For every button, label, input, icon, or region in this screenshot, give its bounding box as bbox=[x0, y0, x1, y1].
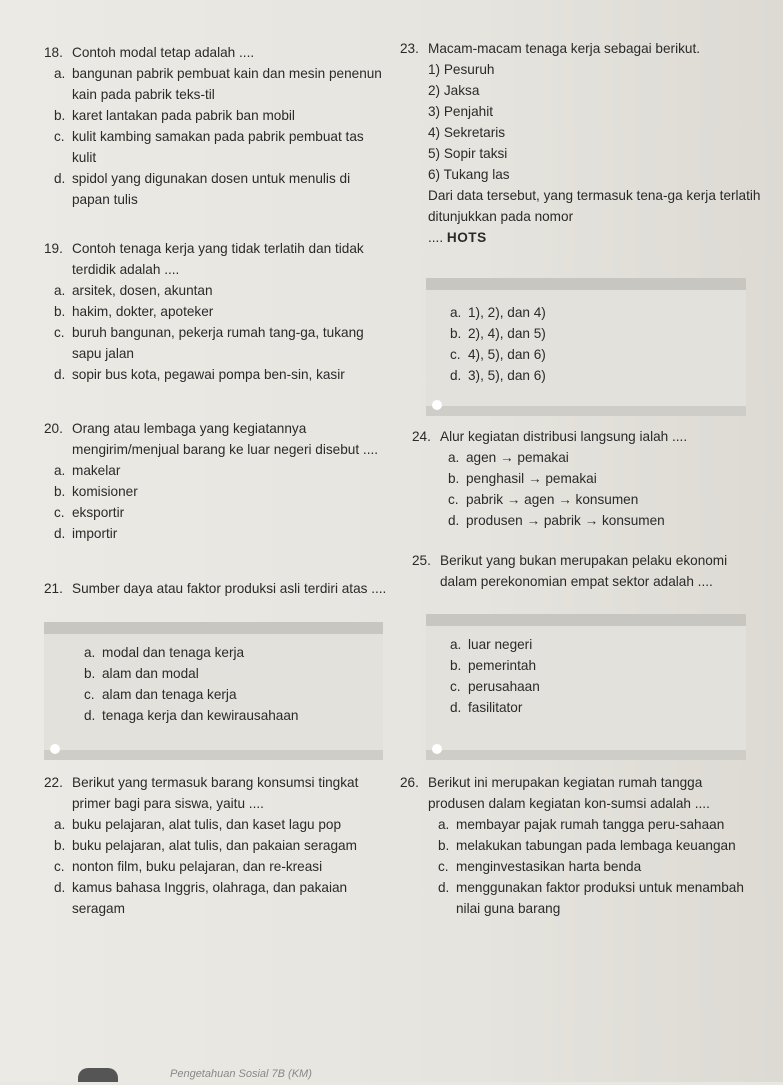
option-text: menggunakan faktor produksi untuk menambah nilai guna barang bbox=[456, 880, 744, 916]
decorative-dot bbox=[50, 744, 60, 754]
option-letter: c. bbox=[54, 859, 65, 874]
option[interactable] bbox=[450, 697, 746, 718]
option[interactable] bbox=[448, 447, 762, 468]
question-number: 20. bbox=[44, 421, 63, 436]
box-footer-bar bbox=[44, 750, 383, 760]
question-number: 22. bbox=[44, 775, 63, 790]
question-text: Contoh modal tetap adalah .... bbox=[72, 45, 255, 60]
option-text: karet lantakan pada pabrik ban mobil bbox=[72, 108, 295, 123]
option-letter: c. bbox=[54, 505, 65, 520]
option-text: 3), 5), dan 6) bbox=[468, 368, 546, 383]
question-24 bbox=[412, 426, 762, 531]
option-text: membayar pajak rumah tangga peru-sahaan bbox=[456, 817, 725, 832]
options-20 bbox=[54, 460, 389, 544]
option-text: penghasil → pemakai bbox=[466, 471, 597, 486]
question-number: 23. bbox=[400, 41, 419, 56]
option[interactable] bbox=[54, 322, 389, 364]
options-box-23 bbox=[426, 278, 746, 416]
option-text: buruh bangunan, pekerja rumah tang-ga, tukang sapu jalan bbox=[72, 325, 364, 361]
option-letter: a. bbox=[450, 305, 462, 320]
option[interactable] bbox=[450, 655, 746, 676]
option-letter: c. bbox=[438, 859, 449, 874]
option-letter: c. bbox=[450, 347, 461, 362]
list-item: 4) Sekretaris bbox=[428, 125, 506, 140]
question-text: Macam-macam tenaga kerja sebagai berikut. bbox=[428, 41, 701, 56]
question-text: Contoh tenaga kerja yang tidak terlatih dan tidak terdidik adalah .... bbox=[72, 241, 364, 277]
labor-list bbox=[428, 59, 762, 185]
option-text: produsen → pabrik → konsumen bbox=[466, 513, 665, 528]
option-letter: b. bbox=[450, 326, 462, 341]
option-letter: d. bbox=[84, 708, 96, 723]
decorative-dot bbox=[432, 400, 442, 410]
option-letter: d. bbox=[54, 526, 66, 541]
option-letter: b. bbox=[450, 658, 462, 673]
option[interactable] bbox=[54, 502, 389, 523]
question-number: 21. bbox=[44, 581, 63, 596]
list-item: 5) Sopir taksi bbox=[428, 146, 508, 161]
page-number-badge bbox=[78, 1068, 118, 1082]
option[interactable] bbox=[84, 663, 383, 684]
options-26 bbox=[438, 814, 762, 919]
option-text: makelar bbox=[72, 463, 121, 478]
question-text-2: Dari data tersebut, yang termasuk tena-ga kerja terlatih ditunjukkan pada nomor bbox=[428, 188, 761, 224]
option-text: buku pelajaran, alat tulis, dan pakaian seragam bbox=[72, 838, 357, 853]
option-text: pabrik → agen → konsumen bbox=[466, 492, 639, 507]
option[interactable] bbox=[448, 489, 762, 510]
option[interactable] bbox=[54, 523, 389, 544]
option[interactable] bbox=[54, 460, 389, 481]
options-21 bbox=[84, 642, 383, 726]
option[interactable] bbox=[54, 301, 389, 322]
option[interactable] bbox=[450, 365, 746, 386]
option[interactable] bbox=[54, 856, 389, 877]
question-number: 25. bbox=[412, 553, 431, 568]
option-text: kulit kambing samakan pada pabrik pembuat tas kulit bbox=[72, 129, 364, 165]
question-number: 26. bbox=[400, 775, 419, 790]
option[interactable] bbox=[54, 168, 389, 210]
list-item: 6) Tukang las bbox=[428, 167, 510, 182]
option[interactable] bbox=[84, 642, 383, 663]
option-text: 2), 4), dan 5) bbox=[468, 326, 546, 341]
option-text: sopir bus kota, pegawai pompa ben-sin, kasir bbox=[72, 367, 345, 382]
option[interactable] bbox=[438, 877, 762, 919]
question-text: Berikut yang bukan merupakan pelaku ekonomi dalam perekonomian empat sektor adalah .... bbox=[440, 553, 728, 589]
options-24 bbox=[448, 447, 762, 531]
box-footer-bar bbox=[426, 750, 746, 760]
option-letter: a. bbox=[438, 817, 450, 832]
options-19 bbox=[54, 280, 389, 385]
option-letter: d. bbox=[450, 700, 462, 715]
ellipsis: .... bbox=[428, 230, 444, 245]
option-letter: d. bbox=[448, 513, 460, 528]
option-text: kamus bahasa Inggris, olahraga, dan pakaian seragam bbox=[72, 880, 348, 916]
hots-label: HOTS bbox=[446, 230, 487, 245]
question-25 bbox=[412, 550, 762, 592]
option-text: fasilitator bbox=[468, 700, 523, 715]
question-text: Berikut yang termasuk barang konsumsi tingkat primer bagi para siswa, yaitu .... bbox=[72, 775, 359, 811]
question-number: 18. bbox=[44, 45, 63, 60]
option[interactable] bbox=[54, 364, 389, 385]
question-18 bbox=[44, 42, 389, 210]
option-letter: b. bbox=[438, 838, 450, 853]
option[interactable] bbox=[450, 323, 746, 344]
question-19 bbox=[44, 238, 389, 385]
option-letter: b. bbox=[54, 838, 66, 853]
options-25 bbox=[450, 634, 746, 718]
option[interactable] bbox=[54, 105, 389, 126]
option-letter: c. bbox=[54, 129, 65, 144]
options-box-25 bbox=[426, 614, 746, 760]
option[interactable] bbox=[54, 877, 389, 919]
list-item: 2) Jaksa bbox=[428, 83, 480, 98]
option-text: alam dan modal bbox=[102, 666, 199, 681]
question-number: 19. bbox=[44, 241, 63, 256]
box-header-bar bbox=[44, 622, 383, 634]
option-text: bangunan pabrik pembuat kain dan mesin penenun kain pada pabrik teks-til bbox=[72, 66, 382, 102]
option[interactable] bbox=[54, 63, 389, 105]
option-text: arsitek, dosen, akuntan bbox=[72, 283, 213, 298]
option[interactable] bbox=[450, 676, 746, 697]
footer-text: Pengetahuan Sosial 7B (KM) bbox=[170, 1068, 312, 1080]
question-23 bbox=[400, 38, 762, 248]
option-letter: b. bbox=[54, 484, 66, 499]
option-text: agen → pemakai bbox=[466, 450, 569, 465]
question-text: Alur kegiatan distribusi langsung ialah .... bbox=[440, 429, 688, 444]
question-number: 24. bbox=[412, 429, 431, 444]
option-letter: b. bbox=[84, 666, 96, 681]
option-text: buku pelajaran, alat tulis, dan kaset lagu pop bbox=[72, 817, 342, 832]
option-text: perusahaan bbox=[468, 679, 540, 694]
option-text: pemerintah bbox=[468, 658, 537, 673]
option-letter: b. bbox=[448, 471, 460, 486]
option[interactable] bbox=[448, 468, 762, 489]
option-text: 1), 2), dan 4) bbox=[468, 305, 546, 320]
option-text: nonton film, buku pelajaran, dan re-kreasi bbox=[72, 859, 323, 874]
question-22 bbox=[44, 772, 389, 919]
option-letter: d. bbox=[54, 880, 66, 895]
question-text: Sumber daya atau faktor produksi asli terdiri atas .... bbox=[72, 581, 387, 596]
option[interactable] bbox=[448, 510, 762, 531]
option-letter: a. bbox=[450, 637, 462, 652]
option-letter: a. bbox=[54, 66, 66, 81]
options-box-21 bbox=[44, 622, 383, 760]
option[interactable] bbox=[438, 856, 762, 877]
option-text: hakim, dokter, apoteker bbox=[72, 304, 214, 319]
option[interactable] bbox=[84, 684, 383, 705]
option[interactable] bbox=[54, 835, 389, 856]
option-text: modal dan tenaga kerja bbox=[102, 645, 245, 660]
question-text: Berikut ini merupakan kegiatan rumah tangga produsen dalam kegiatan kon-sumsi adalah .... bbox=[428, 775, 710, 811]
option[interactable] bbox=[450, 634, 746, 655]
option-text: melakukan tabungan pada lembaga keuangan bbox=[456, 838, 736, 853]
option-letter: c. bbox=[450, 679, 461, 694]
option-letter: a. bbox=[84, 645, 96, 660]
question-20 bbox=[44, 418, 389, 544]
option-text: alam dan tenaga kerja bbox=[102, 687, 237, 702]
option[interactable] bbox=[450, 344, 746, 365]
option-text: spidol yang digunakan dosen untuk menulis di papan tulis bbox=[72, 171, 351, 207]
option-text: luar negeri bbox=[468, 637, 533, 652]
option-text: menginvestasikan harta benda bbox=[456, 859, 642, 874]
option-letter: b. bbox=[54, 304, 66, 319]
option[interactable] bbox=[54, 126, 389, 168]
option[interactable] bbox=[54, 481, 389, 502]
option-letter: c. bbox=[54, 325, 65, 340]
options-18 bbox=[54, 63, 389, 210]
option-letter: a. bbox=[54, 463, 66, 478]
option-letter: a. bbox=[54, 817, 66, 832]
option-text: 4), 5), dan 6) bbox=[468, 347, 546, 362]
question-text: Orang atau lembaga yang kegiatannya mengirim/menjual barang ke luar negeri disebut .... bbox=[72, 421, 379, 457]
box-footer-bar bbox=[426, 406, 746, 416]
question-26 bbox=[400, 772, 762, 919]
option[interactable] bbox=[84, 705, 383, 726]
question-21 bbox=[44, 578, 389, 599]
options-23 bbox=[450, 302, 746, 386]
option-text: eksportir bbox=[72, 505, 125, 520]
option-text: tenaga kerja dan kewirausahaan bbox=[102, 708, 299, 723]
option-letter: d. bbox=[54, 367, 66, 382]
option-letter: c. bbox=[448, 492, 459, 507]
box-header-bar bbox=[426, 278, 746, 290]
option[interactable] bbox=[54, 814, 389, 835]
options-22 bbox=[54, 814, 389, 919]
box-header-bar bbox=[426, 614, 746, 626]
option[interactable] bbox=[54, 280, 389, 301]
option[interactable] bbox=[450, 302, 746, 323]
list-item: 3) Penjahit bbox=[428, 104, 493, 119]
option-letter: c. bbox=[84, 687, 95, 702]
option[interactable] bbox=[438, 835, 762, 856]
option-letter: b. bbox=[54, 108, 66, 123]
option-letter: d. bbox=[438, 880, 450, 895]
option-text: importir bbox=[72, 526, 118, 541]
option-text: komisioner bbox=[72, 484, 138, 499]
option-letter: d. bbox=[54, 171, 66, 186]
option-letter: a. bbox=[448, 450, 460, 465]
decorative-dot bbox=[432, 744, 442, 754]
option-letter: a. bbox=[54, 283, 66, 298]
list-item: 1) Pesuruh bbox=[428, 62, 495, 77]
option-letter: d. bbox=[450, 368, 462, 383]
option[interactable] bbox=[438, 814, 762, 835]
